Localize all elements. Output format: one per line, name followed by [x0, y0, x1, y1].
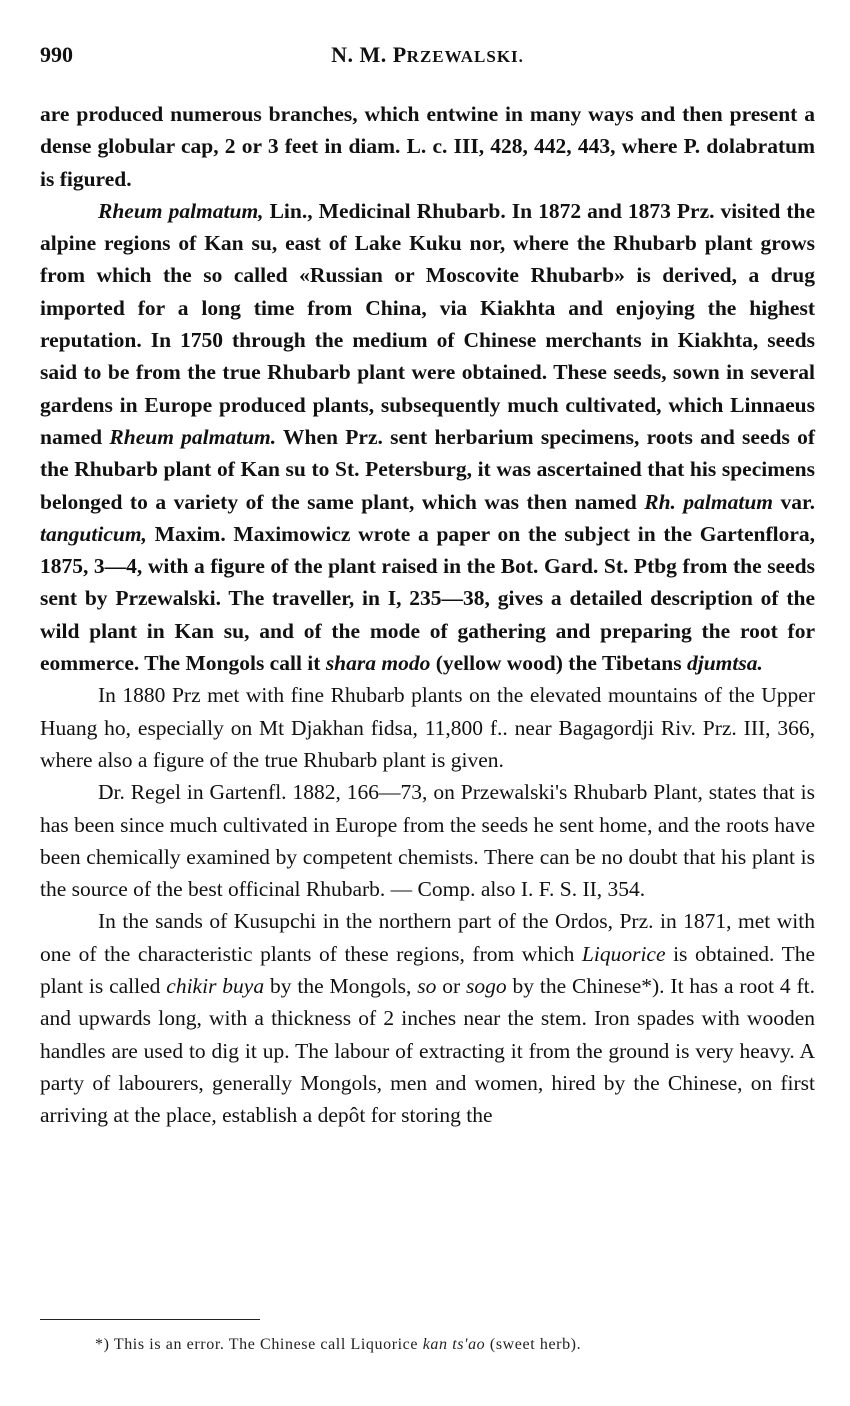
paragraph-text: or	[436, 974, 466, 999]
mongol-name: shara modo	[325, 651, 431, 676]
paragraph-dolabratum: are produced numerous branches, which entwine in many ways and then present a dense globular cap, 2 or 3 feet in diam. L. c. III, 428, 442, 443, where P. dolabratum is figured.	[40, 102, 815, 191]
variety-name: tanguticum,	[40, 521, 147, 546]
page-header	[40, 42, 815, 76]
chinese-name: sogo	[465, 974, 507, 999]
footnote-text: *) This is an error. The Chinese call Liquorice	[95, 1336, 423, 1353]
running-head-initials: N. M. P	[331, 42, 407, 67]
paragraph-regel: Dr. Regel in Gartenfl. 1882, 166—73, on Przewalski's Rhubarb Plant, states that is has been since much cultivated in Europe from the seeds he sent home, and the roots have been chemically examined by competent chemists. There can be no doubt that his plant is the source of the best officinal Rhubarb. — Comp. also I. F. S. II, 354.	[40, 780, 815, 902]
paragraph-text: var.	[773, 489, 815, 514]
footnote	[95, 1336, 795, 1354]
paragraph-text: by the Mongols,	[264, 974, 418, 999]
paragraph-text: When Prz. sent herbarium specimens, roots and seeds of the Rhubarb plant of Kan su to St. Petersburg, it was ascertained that his specimens belonged to a variety of the same plant, which was then named	[40, 424, 816, 514]
species-name: Rh. palmatum	[644, 489, 774, 514]
paragraph-text: is obtained. The plant is called	[40, 941, 815, 999]
chinese-name: kan ts'ao	[422, 1336, 486, 1353]
book-page	[40, 42, 815, 1132]
running-head-smallcaps: RZEWALSKI.	[406, 47, 524, 66]
paragraph-text: by the Chinese*). It has a root 4 ft. and upwards long, with a thickness of 2 inches near the stem. Iron spades with wooden handles are used to dig it up. The labour of extracting it from the ground is very heavy. A party of labourers, generally Mongols, men and women, hired by the Chinese, on first arriving at the place, establish a depôt for storing the	[40, 974, 815, 1128]
plant-name: Liquorice	[581, 941, 666, 966]
mongol-name: chikir buya	[166, 974, 265, 999]
running-head	[40, 42, 815, 68]
paragraph-text: (yellow wood) the Tibetans	[430, 651, 687, 676]
paragraph-text: Lin., Medicinal Rhubarb. In 1872 and 1873 Prz. visited the alpine regions of Kan su, east of Lake Kuku nor, where the Rhubarb plant grows from which the so called «Russian or Moscovite Rhubarb» is derived, a drug imported for a long time from China, via Kiakhta and enjoying the highest reputation. In 1750 through the medium of Chinese merchants in Kiakhta, seeds said to be from the true Rhubarb plant were obtained. These seeds, sown in several gardens in Europe produced plants, subsequently much cultivated, which Linnaeus named	[40, 198, 815, 449]
paragraph-text: In the sands of Kusupchi in the northern part of the Ordos, Prz. in 1871, met with one of the characteristic plants of these regions, from which	[40, 909, 815, 966]
footnote-text: (sweet herb).	[485, 1336, 582, 1353]
species-name: Rheum palmatum.	[109, 424, 277, 449]
species-name: Rheum palmatum,	[98, 198, 264, 223]
body-text	[40, 98, 815, 1132]
page-number: 990	[40, 42, 73, 67]
chinese-name: so	[417, 974, 437, 999]
tibetan-name: djumtsa.	[686, 651, 763, 676]
paragraph-upper-huang-ho: In 1880 Prz met with fine Rhubarb plants on the elevated mountains of the Upper Huang ho, especially on Mt Djakhan fidsa, 11,800 f.. near Bagagordji Riv. Prz. III, 366, where also a figure of the true Rhubarb plant is given.	[40, 683, 815, 772]
paragraph-rheum-palmatum	[40, 195, 815, 679]
footnote-rule	[40, 1319, 260, 1320]
paragraph-liquorice	[40, 905, 815, 1131]
paragraph-text: Maxim. Maximowicz wrote a paper on the subject in the Gartenflora, 1875, 3—4, with a figure of the plant raised in the Bot. Gard. St. Ptbg from the seeds sent by Przewalski. The traveller, in I, 235—38, gives a detailed description of the wild plant in Kan su, and of the mode of gathering and preparing the root for eommerce. The Mongols call it	[40, 521, 815, 676]
